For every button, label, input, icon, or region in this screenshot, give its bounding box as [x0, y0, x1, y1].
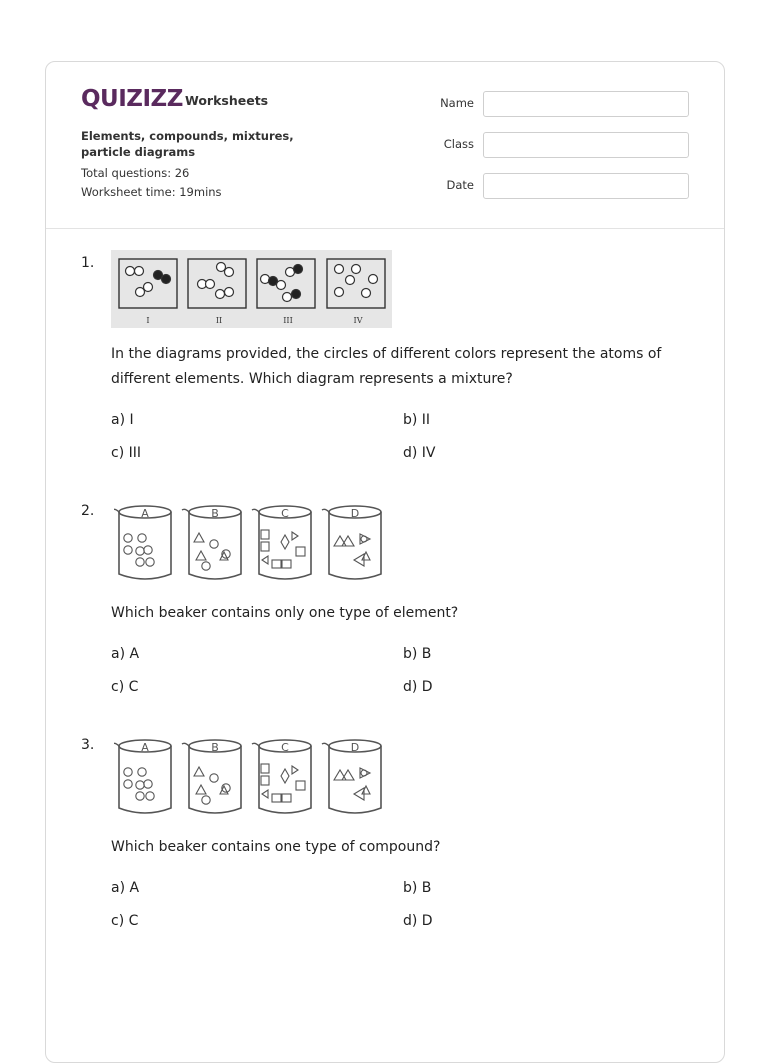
- option-c[interactable]: c) C: [111, 679, 139, 695]
- option-b[interactable]: b) II: [403, 412, 431, 428]
- worksheet-title: Elements, compounds, mixtures, particle diagrams: [81, 129, 294, 159]
- question-text: In the diagrams provided, the circles of different colors represent the atoms of different elements. Which diagram represents a mixture?: [111, 346, 662, 387]
- option-a[interactable]: a) A: [111, 880, 140, 896]
- beaker-label: D: [350, 507, 360, 520]
- beaker: [252, 506, 311, 579]
- class-label: Class: [443, 137, 474, 151]
- question-text: Which beaker contains one type of compound?: [111, 839, 441, 855]
- beaker-label: B: [211, 507, 219, 520]
- option-b[interactable]: b) B: [403, 880, 432, 896]
- question-number: 1.: [81, 255, 95, 271]
- panel-label: II: [215, 316, 223, 325]
- panel-label: IV: [353, 316, 363, 325]
- beaker-label: C: [281, 507, 289, 520]
- option-d[interactable]: d) D: [403, 679, 433, 695]
- option-c[interactable]: c) C: [111, 913, 139, 929]
- beaker: [322, 740, 381, 813]
- date-field[interactable]: [483, 173, 689, 199]
- beaker-label: A: [141, 741, 149, 754]
- option-b[interactable]: b) B: [403, 646, 432, 662]
- name-field[interactable]: [483, 91, 689, 117]
- option-c[interactable]: c) III: [111, 445, 141, 461]
- question-text: Which beaker contains only one type of element?: [111, 605, 459, 621]
- option-a[interactable]: a) A: [111, 646, 140, 662]
- beaker: [114, 506, 171, 579]
- beaker: [252, 740, 311, 813]
- worksheet-time: Worksheet time: 19mins: [81, 185, 222, 199]
- beaker: [182, 740, 241, 813]
- quizizz-logo: QUIZIZZ: [81, 86, 183, 112]
- beaker: [182, 506, 241, 579]
- date-label: Date: [446, 178, 474, 192]
- beaker: [322, 506, 381, 579]
- option-a[interactable]: a) I: [111, 412, 134, 428]
- panel-label: III: [283, 316, 293, 325]
- beaker-diagram-figure: [114, 736, 394, 818]
- particle-diagram-figure: [111, 250, 392, 328]
- beaker-diagram-figure: [114, 502, 394, 584]
- option-d[interactable]: d) IV: [403, 445, 436, 461]
- logo-subtitle: Worksheets: [185, 93, 269, 108]
- total-questions: Total questions: 26: [81, 166, 190, 180]
- option-d[interactable]: d) D: [403, 913, 433, 929]
- worksheet-header: [46, 62, 724, 229]
- beaker-label: C: [281, 741, 289, 754]
- question-number: 3.: [81, 737, 95, 753]
- beaker-label: D: [350, 741, 360, 754]
- question-number: 2.: [81, 503, 95, 519]
- beaker: [114, 740, 171, 813]
- panel-label: I: [146, 316, 150, 325]
- beaker-label: B: [211, 741, 219, 754]
- worksheet-page: [45, 61, 725, 1063]
- name-label: Name: [440, 96, 474, 110]
- beaker-label: A: [141, 507, 149, 520]
- class-field[interactable]: [483, 132, 689, 158]
